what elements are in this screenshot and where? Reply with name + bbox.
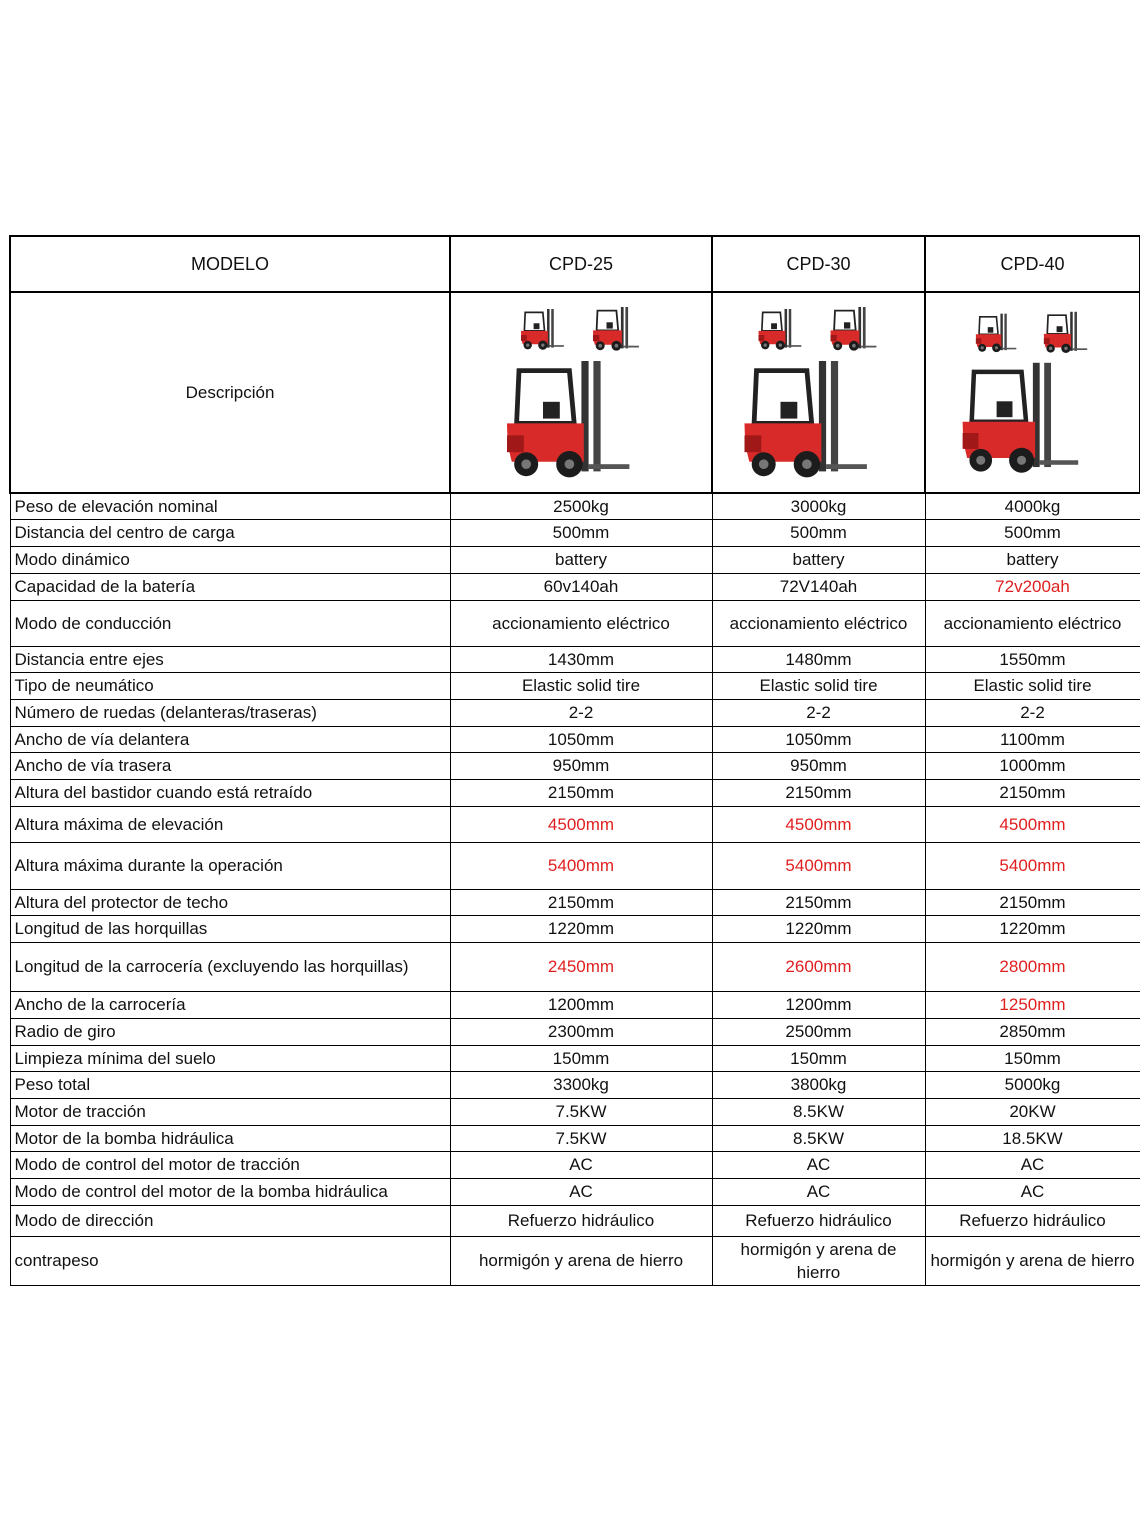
- spec-value: 1050mm: [450, 726, 712, 752]
- model-cpd-40: CPD-40: [925, 236, 1140, 292]
- spec-value: 150mm: [450, 1045, 712, 1071]
- spec-row: [10, 1151, 1140, 1178]
- spec-label: Ancho de vía delantera: [10, 726, 450, 752]
- spec-value: Refuerzo hidráulico: [450, 1205, 712, 1236]
- spec-value: hormigón y arena de hierro: [450, 1236, 712, 1285]
- spec-value: AC: [925, 1151, 1140, 1178]
- model-cpd-25: CPD-25: [450, 236, 712, 292]
- spec-value: 5400mm: [450, 842, 712, 889]
- spec-value: 1250mm: [925, 991, 1140, 1018]
- spec-value: AC: [712, 1178, 925, 1205]
- spec-value: 3800kg: [712, 1071, 925, 1098]
- spec-value: AC: [450, 1178, 712, 1205]
- model-header-label: MODELO: [10, 236, 450, 292]
- spec-label: Altura del protector de techo: [10, 889, 450, 915]
- spec-value: 2-2: [925, 699, 1140, 726]
- spec-label: Longitud de las horquillas: [10, 915, 450, 942]
- spec-value: hormigón y arena de hierro: [925, 1236, 1140, 1285]
- spec-value: 7.5KW: [450, 1125, 712, 1151]
- spec-value: 2500kg: [450, 493, 712, 519]
- spec-label: Capacidad de la batería: [10, 573, 450, 600]
- spec-value: 60v140ah: [450, 573, 712, 600]
- spec-value: 150mm: [925, 1045, 1140, 1071]
- spec-row: [10, 1205, 1140, 1236]
- spec-value: 2450mm: [450, 942, 712, 991]
- spec-value: 2150mm: [450, 779, 712, 806]
- forklift-image-cpd-25: [450, 292, 712, 493]
- spec-label: Motor de la bomba hidráulica: [10, 1125, 450, 1151]
- spec-label: Altura del bastidor cuando está retraído: [10, 779, 450, 806]
- description-label: Descripción: [10, 292, 450, 493]
- spec-value: 950mm: [712, 752, 925, 779]
- spec-label: Altura máxima de elevación: [10, 806, 450, 842]
- spec-value: 4500mm: [925, 806, 1140, 842]
- spec-value: battery: [925, 546, 1140, 573]
- red-electric-forklift-image: [736, 303, 901, 483]
- spec-value: 3300kg: [450, 1071, 712, 1098]
- spec-row: [10, 779, 1140, 806]
- spec-value: 2150mm: [925, 779, 1140, 806]
- spec-label: Tipo de neumático: [10, 672, 450, 699]
- spec-value: 72V140ah: [712, 573, 925, 600]
- spec-row: [10, 1098, 1140, 1125]
- spec-value: 1200mm: [450, 991, 712, 1018]
- spec-row: [10, 519, 1140, 546]
- spec-value: battery: [450, 546, 712, 573]
- spec-value: 2150mm: [450, 889, 712, 915]
- spec-value: 20KW: [925, 1098, 1140, 1125]
- spec-row: [10, 991, 1140, 1018]
- spec-row: [10, 546, 1140, 573]
- spec-value: 5400mm: [925, 842, 1140, 889]
- spec-row: [10, 600, 1140, 646]
- red-electric-forklift-image: [501, 303, 661, 483]
- spec-row: [10, 1018, 1140, 1045]
- spec-value: 1000mm: [925, 752, 1140, 779]
- spec-label: Distancia entre ejes: [10, 646, 450, 672]
- spec-value: 8.5KW: [712, 1098, 925, 1125]
- spec-value: AC: [925, 1178, 1140, 1205]
- spec-value: 72v200ah: [925, 573, 1140, 600]
- spec-row: [10, 726, 1140, 752]
- spec-label: Peso de elevación nominal: [10, 493, 450, 519]
- spec-row: [10, 889, 1140, 915]
- spec-value: battery: [712, 546, 925, 573]
- spec-value: 2150mm: [925, 889, 1140, 915]
- spec-row: [10, 752, 1140, 779]
- spec-value: AC: [712, 1151, 925, 1178]
- spec-value: 950mm: [450, 752, 712, 779]
- spec-label: Ancho de vía trasera: [10, 752, 450, 779]
- model-cpd-30: CPD-30: [712, 236, 925, 292]
- spec-label: Modo dinámico: [10, 546, 450, 573]
- spec-value: 500mm: [925, 519, 1140, 546]
- spec-value: 1050mm: [712, 726, 925, 752]
- spec-label: Motor de tracción: [10, 1098, 450, 1125]
- spec-row: [10, 915, 1140, 942]
- spec-row: [10, 1236, 1140, 1285]
- spec-label: Modo de control del motor de la bomba hidráulica: [10, 1178, 450, 1205]
- red-electric-forklift-image: [945, 308, 1120, 478]
- spec-value: 1100mm: [925, 726, 1140, 752]
- spec-value: 2150mm: [712, 779, 925, 806]
- spec-value: AC: [450, 1151, 712, 1178]
- spec-value: 1220mm: [925, 915, 1140, 942]
- spec-row: [10, 1071, 1140, 1098]
- spec-value: 2300mm: [450, 1018, 712, 1045]
- spec-value: 18.5KW: [925, 1125, 1140, 1151]
- spec-value: Refuerzo hidráulico: [925, 1205, 1140, 1236]
- spec-value: 2800mm: [925, 942, 1140, 991]
- spec-row: [10, 806, 1140, 842]
- spec-value: 2-2: [712, 699, 925, 726]
- spec-row: [10, 493, 1140, 519]
- spec-row: [10, 942, 1140, 991]
- spec-row: [10, 1045, 1140, 1071]
- spec-value: accionamiento eléctrico: [450, 600, 712, 646]
- spec-value: accionamiento eléctrico: [925, 600, 1140, 646]
- spec-table: [9, 235, 1140, 1286]
- spec-value: hormigón y arena de hierro: [712, 1236, 925, 1285]
- spec-value: 3000kg: [712, 493, 925, 519]
- spec-value: 8.5KW: [712, 1125, 925, 1151]
- spec-value: Elastic solid tire: [925, 672, 1140, 699]
- spec-row: [10, 1178, 1140, 1205]
- spec-row: [10, 573, 1140, 600]
- spec-row: [10, 699, 1140, 726]
- spec-value: 5400mm: [712, 842, 925, 889]
- spec-row: [10, 842, 1140, 889]
- spec-value: accionamiento eléctrico: [712, 600, 925, 646]
- spec-label: Limpieza mínima del suelo: [10, 1045, 450, 1071]
- header-row: [10, 236, 1140, 292]
- spec-label: contrapeso: [10, 1236, 450, 1285]
- forklift-image-cpd-40: [925, 292, 1140, 493]
- spec-value: 1220mm: [450, 915, 712, 942]
- spec-value: Elastic solid tire: [450, 672, 712, 699]
- spec-row: [10, 646, 1140, 672]
- spec-value: 1200mm: [712, 991, 925, 1018]
- spec-label: Radio de giro: [10, 1018, 450, 1045]
- spec-value: 7.5KW: [450, 1098, 712, 1125]
- spec-value: 500mm: [712, 519, 925, 546]
- spec-value: Elastic solid tire: [712, 672, 925, 699]
- spec-value: 4500mm: [450, 806, 712, 842]
- spec-value: Refuerzo hidráulico: [712, 1205, 925, 1236]
- spec-value: 1480mm: [712, 646, 925, 672]
- spec-value: 1220mm: [712, 915, 925, 942]
- spec-label: Número de ruedas (delanteras/traseras): [10, 699, 450, 726]
- spec-label: Altura máxima durante la operación: [10, 842, 450, 889]
- spec-label: Longitud de la carrocería (excluyendo las horquillas): [10, 942, 450, 991]
- spec-label: Modo de conducción: [10, 600, 450, 646]
- spec-row: [10, 672, 1140, 699]
- spec-row: [10, 1125, 1140, 1151]
- spec-label: Distancia del centro de carga: [10, 519, 450, 546]
- spec-value: 2500mm: [712, 1018, 925, 1045]
- spec-value: 2850mm: [925, 1018, 1140, 1045]
- spec-value: 4500mm: [712, 806, 925, 842]
- spec-value: 2-2: [450, 699, 712, 726]
- spec-value: 1430mm: [450, 646, 712, 672]
- spec-label: Modo de dirección: [10, 1205, 450, 1236]
- spec-value: 1550mm: [925, 646, 1140, 672]
- spec-value: 500mm: [450, 519, 712, 546]
- forklift-image-cpd-30: [712, 292, 925, 493]
- spec-value: 2150mm: [712, 889, 925, 915]
- spec-value: 4000kg: [925, 493, 1140, 519]
- description-row: [10, 292, 1140, 493]
- spec-label: Modo de control del motor de tracción: [10, 1151, 450, 1178]
- spec-label: Ancho de la carrocería: [10, 991, 450, 1018]
- spec-value: 150mm: [712, 1045, 925, 1071]
- spec-value: 2600mm: [712, 942, 925, 991]
- spec-value: 5000kg: [925, 1071, 1140, 1098]
- spec-label: Peso total: [10, 1071, 450, 1098]
